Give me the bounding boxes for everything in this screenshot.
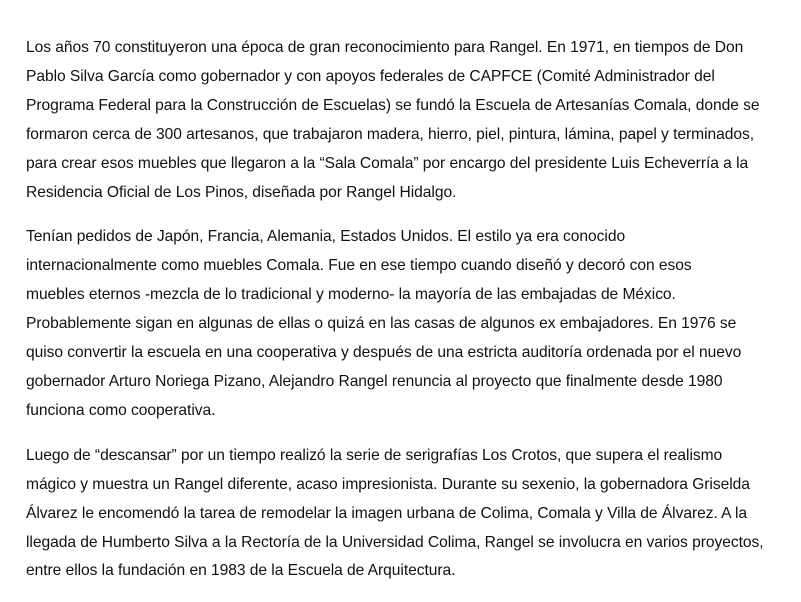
text-line: Probablemente sigan en algunas de ellas o quizá en las casas de algunos ex embajadores. En 1976 se — [26, 315, 737, 333]
paragraph-1 — [26, 34, 786, 207]
paragraph-spacer — [26, 426, 786, 442]
text-line: formaron cerca de 300 artesanos, que trabajaron madera, hierro, piel, pintura, lámina, papel y terminados, — [26, 125, 755, 143]
paragraph-spacer — [26, 207, 786, 223]
text-line: muebles eternos -mezcla de lo tradicional y moderno- la mayoría de las embajadas de México. — [26, 286, 676, 304]
text-line: Álvarez le encomendó la tarea de remodelar la imagen urbana de Colima, Comala y Villa de Álvarez. A la — [26, 504, 747, 522]
paragraph-3 — [26, 442, 786, 587]
text-line: para crear esos muebles que llegaron a la “Sala Comala” por encargo del presidente Luis Echeverría a la — [26, 154, 749, 172]
text-line: Pablo Silva García como gobernador y con apoyos federales de CAPFCE (Comité Administrador del — [26, 67, 715, 85]
paragraph-2 — [26, 223, 786, 425]
text-line: funciona como cooperativa. — [26, 401, 216, 419]
text-line: Luego de “descansar” por un tiempo realizó la serie de serigrafías Los Crotos, que supera el realismo — [26, 446, 723, 464]
text-line: quiso convertir la escuela en una cooperativa y después de una estricta auditoría ordenada por el nuevo — [26, 344, 742, 362]
text-line: Residencia Oficial de Los Pinos, diseñada por Rangel Hidalgo. — [26, 183, 457, 201]
text-line: mágico y muestra un Rangel diferente, acaso impresionista. Durante su sexenio, la gobernadora Griselda — [26, 475, 750, 493]
text-line: llegada de Humberto Silva a la Rectoría de la Universidad Colima, Rangel se involucra en varios proyectos, — [26, 533, 764, 551]
text-line: Los años 70 constituyeron una época de gran reconocimiento para Rangel. En 1971, en tiempos de Don — [26, 39, 744, 56]
text-line: gobernador Arturo Noriega Pizano, Alejandro Rangel renuncia al proyecto que finalmente desde 1980 — [26, 372, 723, 390]
text-line: Tenían pedidos de Japón, Francia, Alemania, Estados Unidos. El estilo ya era conocido — [26, 228, 626, 246]
text-line: entre ellos la fundación en 1983 de la Escuela de Arquitectura. — [26, 562, 456, 580]
text-line: Programa Federal para la Construcción de Escuelas) se fundó la Escuela de Artesanías Comala, donde se — [26, 96, 760, 114]
article-body — [26, 34, 786, 586]
text-line: internacionalmente como muebles Comala. Fue en ese tiempo cuando diseñó y decoró con esos — [26, 257, 692, 275]
